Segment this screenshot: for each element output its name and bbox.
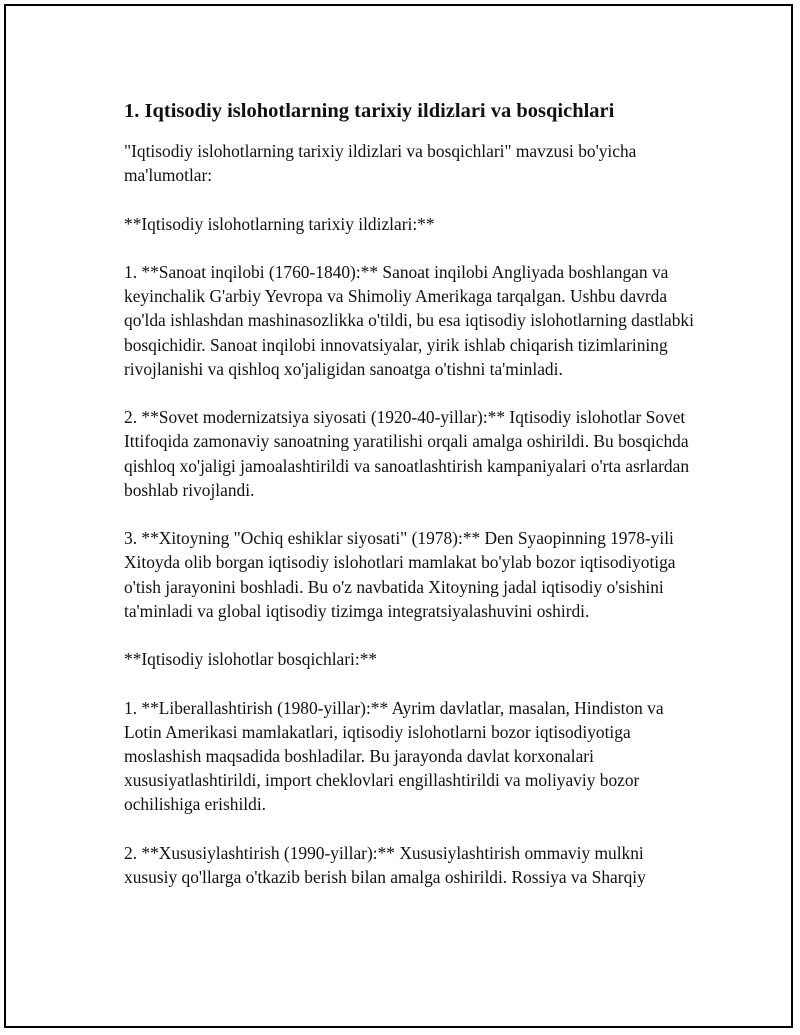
paragraph-industrial-revolution: 1. **Sanoat inqilobi (1760-1840):** Sanoat inqilobi Angliyada boshlangan va keyinchalik G'arbiy Yevropa va Shimoliy Amerikaga tarqalgan. Ushbu davrda qo'lda ishlashdan mashinasozlikka o'tildi, bu esa iqtisodiy islohotlarning dastlabki bosqichidir. Sanoat inqilobi innovatsiyalar, yirik ishlab chiqarish tizimlarining rivojlanishi va qishloq xo'jaligidan sanoatga o'tishni ta'minladi.	[124, 261, 694, 379]
paragraph-soviet-modernization: 2. **Sovet modernizatsiya siyosati (1920-40-yillar):** Iqtisodiy islohotlar Sovet Ittifoqida zamonaviy sanoatning yaratilishi orqali amalga oshirildi. Bu bosqichda qishloq xo'jaligi jamoalashtirildi va sanoatlashtirish kampaniyalari o'rta asrlardan boshlab rivojlandi.	[124, 407, 690, 500]
section-heading-historical-roots: **Iqtisodiy islohotlarning tarixiy ildizlari:**	[124, 213, 435, 234]
intro-paragraph: "Iqtisodiy islohotlarning tarixiy ildizlari va bosqichlari" mavzusi bo'yicha ma'lumotlar:	[124, 141, 637, 186]
document-body	[120, 98, 695, 913]
paragraph-liberalization: 1. **Liberallashtirish (1980-yillar):** Ayrim davlatlar, masalan, Hindiston va Lotin Amerikasi mamlakatlari, iqtisodiy islohotlarni bozor iqtisodiyotiga moslashish maqsadida boshladilar. Bu jarayonda davlat korxonalari xususiyatlashtirildi, import cheklovlari engillashtirildi va moliyaviy bozor ochilishiga erishildi.	[124, 697, 664, 815]
section-heading-reform-stages: **Iqtisodiy islohotlar bosqichlari:**	[124, 649, 378, 670]
document-title: 1. Iqtisodiy islohotlarning tarixiy ildizlari va bosqichlari	[124, 100, 615, 122]
document-page	[4, 4, 793, 1028]
paragraph-privatization: 2. **Xususiylashtirish (1990-yillar):** Xususiylashtirish ommaviy mulkni xususiy qo'llarga o'tkazib berish bilan amalga oshirildi. Rossiya va Sharqiy	[124, 842, 646, 887]
paragraph-china-open-door: 3. **Xitoyning "Ochiq eshiklar siyosati" (1978):** Den Syaopinning 1978-yili Xitoyda olib borgan iqtisodiy islohotlari mamlakat bo'ylab bozor iqtisodiyotiga o'tish jarayonini boshladi. Bu o'z navbatida Xitoyning jadal iqtisodiy o'sishini ta'minladi va global iqtisodiy tizimga integratsiyalashuvini oshirdi.	[124, 528, 676, 621]
